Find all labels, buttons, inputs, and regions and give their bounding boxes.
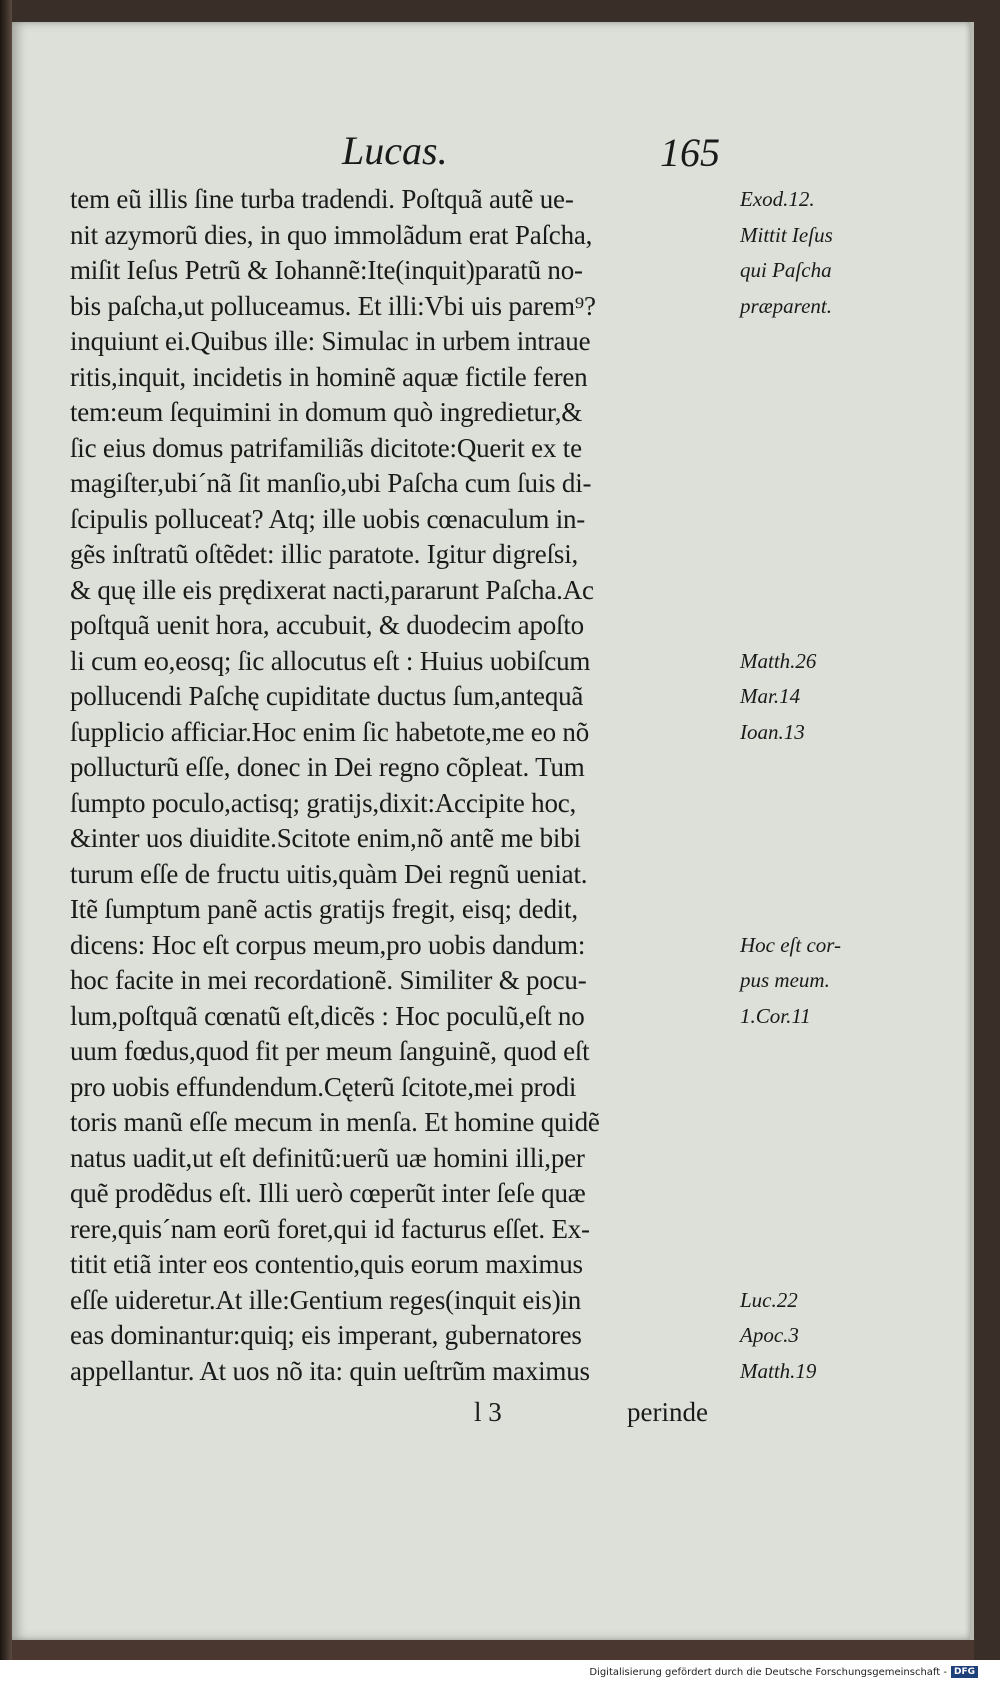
marginal-note: Ioan.13: [740, 719, 805, 744]
text-line: poſtquã uenit hora, accubuit, & duodecim apoſto: [70, 610, 584, 640]
text-line: turum eſſe de fructu uitis,quàm Dei regnũ ueniat.: [70, 858, 588, 889]
marginal-note: Matth.19: [740, 1358, 817, 1383]
text-line: &inter uos diuidite.Scitote enim,nõ antẽ me bibi: [70, 823, 581, 853]
marginal-note: Mar.14: [740, 684, 801, 708]
book-page: [12, 22, 970, 1640]
bottom-edge: [12, 1640, 974, 1660]
marginal-note: pus meum.: [740, 968, 830, 992]
marginal-note: Luc.22: [740, 1287, 798, 1312]
text-line: hoc facite in mei recordationẽ. Similiter & pocu-: [70, 965, 587, 995]
page-edge: [970, 22, 974, 1640]
text-line: gẽs inſtratũ oſtẽdet: illic paratote. Igitur digreſsi,: [70, 539, 579, 569]
marginal-note: Matth.26: [740, 648, 817, 673]
text-line: appellantur. At uos nõ ita: quin ueſtrũm maximus: [70, 1355, 590, 1386]
text-line: titit etiã inter eos contentio,quis eorum maximus: [70, 1249, 583, 1279]
text-line: ſupplicio afficiar.Hoc enim ſic habetote,me eo nõ: [70, 716, 590, 747]
text-line: nit azymorũ dies, in quo immolãdum erat Paſcha,: [70, 219, 593, 250]
marginal-note: 1.Cor.11: [740, 1003, 811, 1028]
text-line: pro uobis effundendum.Cęterũ ſcitote,mei prodi: [70, 1071, 577, 1102]
text-line: magiſter,ubi´nã ſit manſio,ubi Paſcha cum ſuis di-: [70, 468, 592, 498]
text-line: li cum eo,eosq; ſic allocutus eſt : Huius uobiſcum: [70, 645, 591, 676]
main-text-block: [70, 182, 730, 1389]
book-spine: [0, 0, 12, 1660]
marginal-note: Hoc eſt cor-: [740, 932, 842, 957]
running-head: Lucas.: [342, 128, 448, 173]
marginal-note: qui Paſcha: [740, 258, 832, 282]
text-line: ſcipulis polluceat? Atq; ille uobis cœnaculum in-: [70, 503, 586, 534]
text-line: ritis,inquit, incidetis in hominẽ aquæ fictile feren: [70, 361, 588, 392]
signature-mark: l 3: [474, 1397, 502, 1427]
text-line: rere,quis´nam eorũ foret,qui id facturus eſſet. Ex-: [70, 1213, 590, 1244]
text-line: quẽ prodẽdus eſt. Illi uerò cœperũt inter ſeſe quæ: [70, 1178, 586, 1208]
marginal-note: præparent.: [740, 293, 832, 318]
text-line: inquiunt ei.Quibus ille: Simulac in urbem intraue: [70, 326, 591, 356]
dfg-logo: DFG: [951, 1666, 978, 1678]
text-line: bis paſcha,ut polluceamus. Et illi:Vbi uis parem⁹?: [70, 290, 596, 321]
text-line: tem eũ illis ſine turba tradendi. Poſtquã autẽ ue-: [70, 184, 574, 214]
text-line: ſic eius domus patrifamiliãs dicitote:Querit ex te: [70, 432, 582, 463]
text-line: toris manũ eſſe mecum in menſa. Et homine quidẽ: [70, 1107, 600, 1137]
page-header: [12, 127, 970, 177]
text-line: & quę ille eis prędixerat nacti,pararunt Paſcha.Ac: [70, 574, 594, 605]
page-number: 165: [660, 130, 720, 175]
marginal-note: Mittit Ieſus: [740, 222, 833, 247]
text-line: eſſe uideretur.At ille:Gentium reges(inquit eis)in: [70, 1284, 582, 1315]
marginal-note: Apoc.3: [740, 1323, 799, 1347]
text-line: dicens: Hoc eſt corpus meum,pro uobis dandum:: [70, 929, 586, 960]
credit-text: Digitalisierung gefördert durch die Deutsche Forschungsgemeinschaft -: [589, 1666, 947, 1678]
text-line: eas dominantur:quiq; eis imperant, gubernatores: [70, 1320, 582, 1350]
marginal-note: Exod.12.: [740, 187, 815, 211]
digitization-credit: [589, 1666, 978, 1678]
text-line: pollucturũ eſſe, donec in Dei regno cõpleat. Tum: [70, 752, 585, 782]
text-line: uum fœdus,quod fit per meum ſanguinẽ, quod eſt: [70, 1036, 590, 1066]
catchword: perinde: [627, 1397, 708, 1427]
text-line: lum,poſtquã cœnatũ eſt,dicẽs : Hoc poculũ,eſt no: [70, 1000, 585, 1031]
text-line: tem:eum ſequimini in domum quò ingredietur,&: [70, 397, 583, 427]
text-line: ſumpto poculo,actisq; gratijs,dixit:Accipite hoc,: [70, 787, 577, 818]
text-line: miſit Ieſus Petrũ & Iohannẽ:Ite(inquit)paratũ no-: [70, 255, 583, 285]
text-line: Itẽ ſumptum panẽ actis gratijs fregit, eisq; dedit,: [70, 894, 578, 924]
text-line: natus uadit,ut eſt definitũ:uerũ uæ homini illi,per: [70, 1142, 585, 1173]
text-line: pollucendi Paſchę cupiditate ductus ſum,antequã: [70, 681, 584, 711]
